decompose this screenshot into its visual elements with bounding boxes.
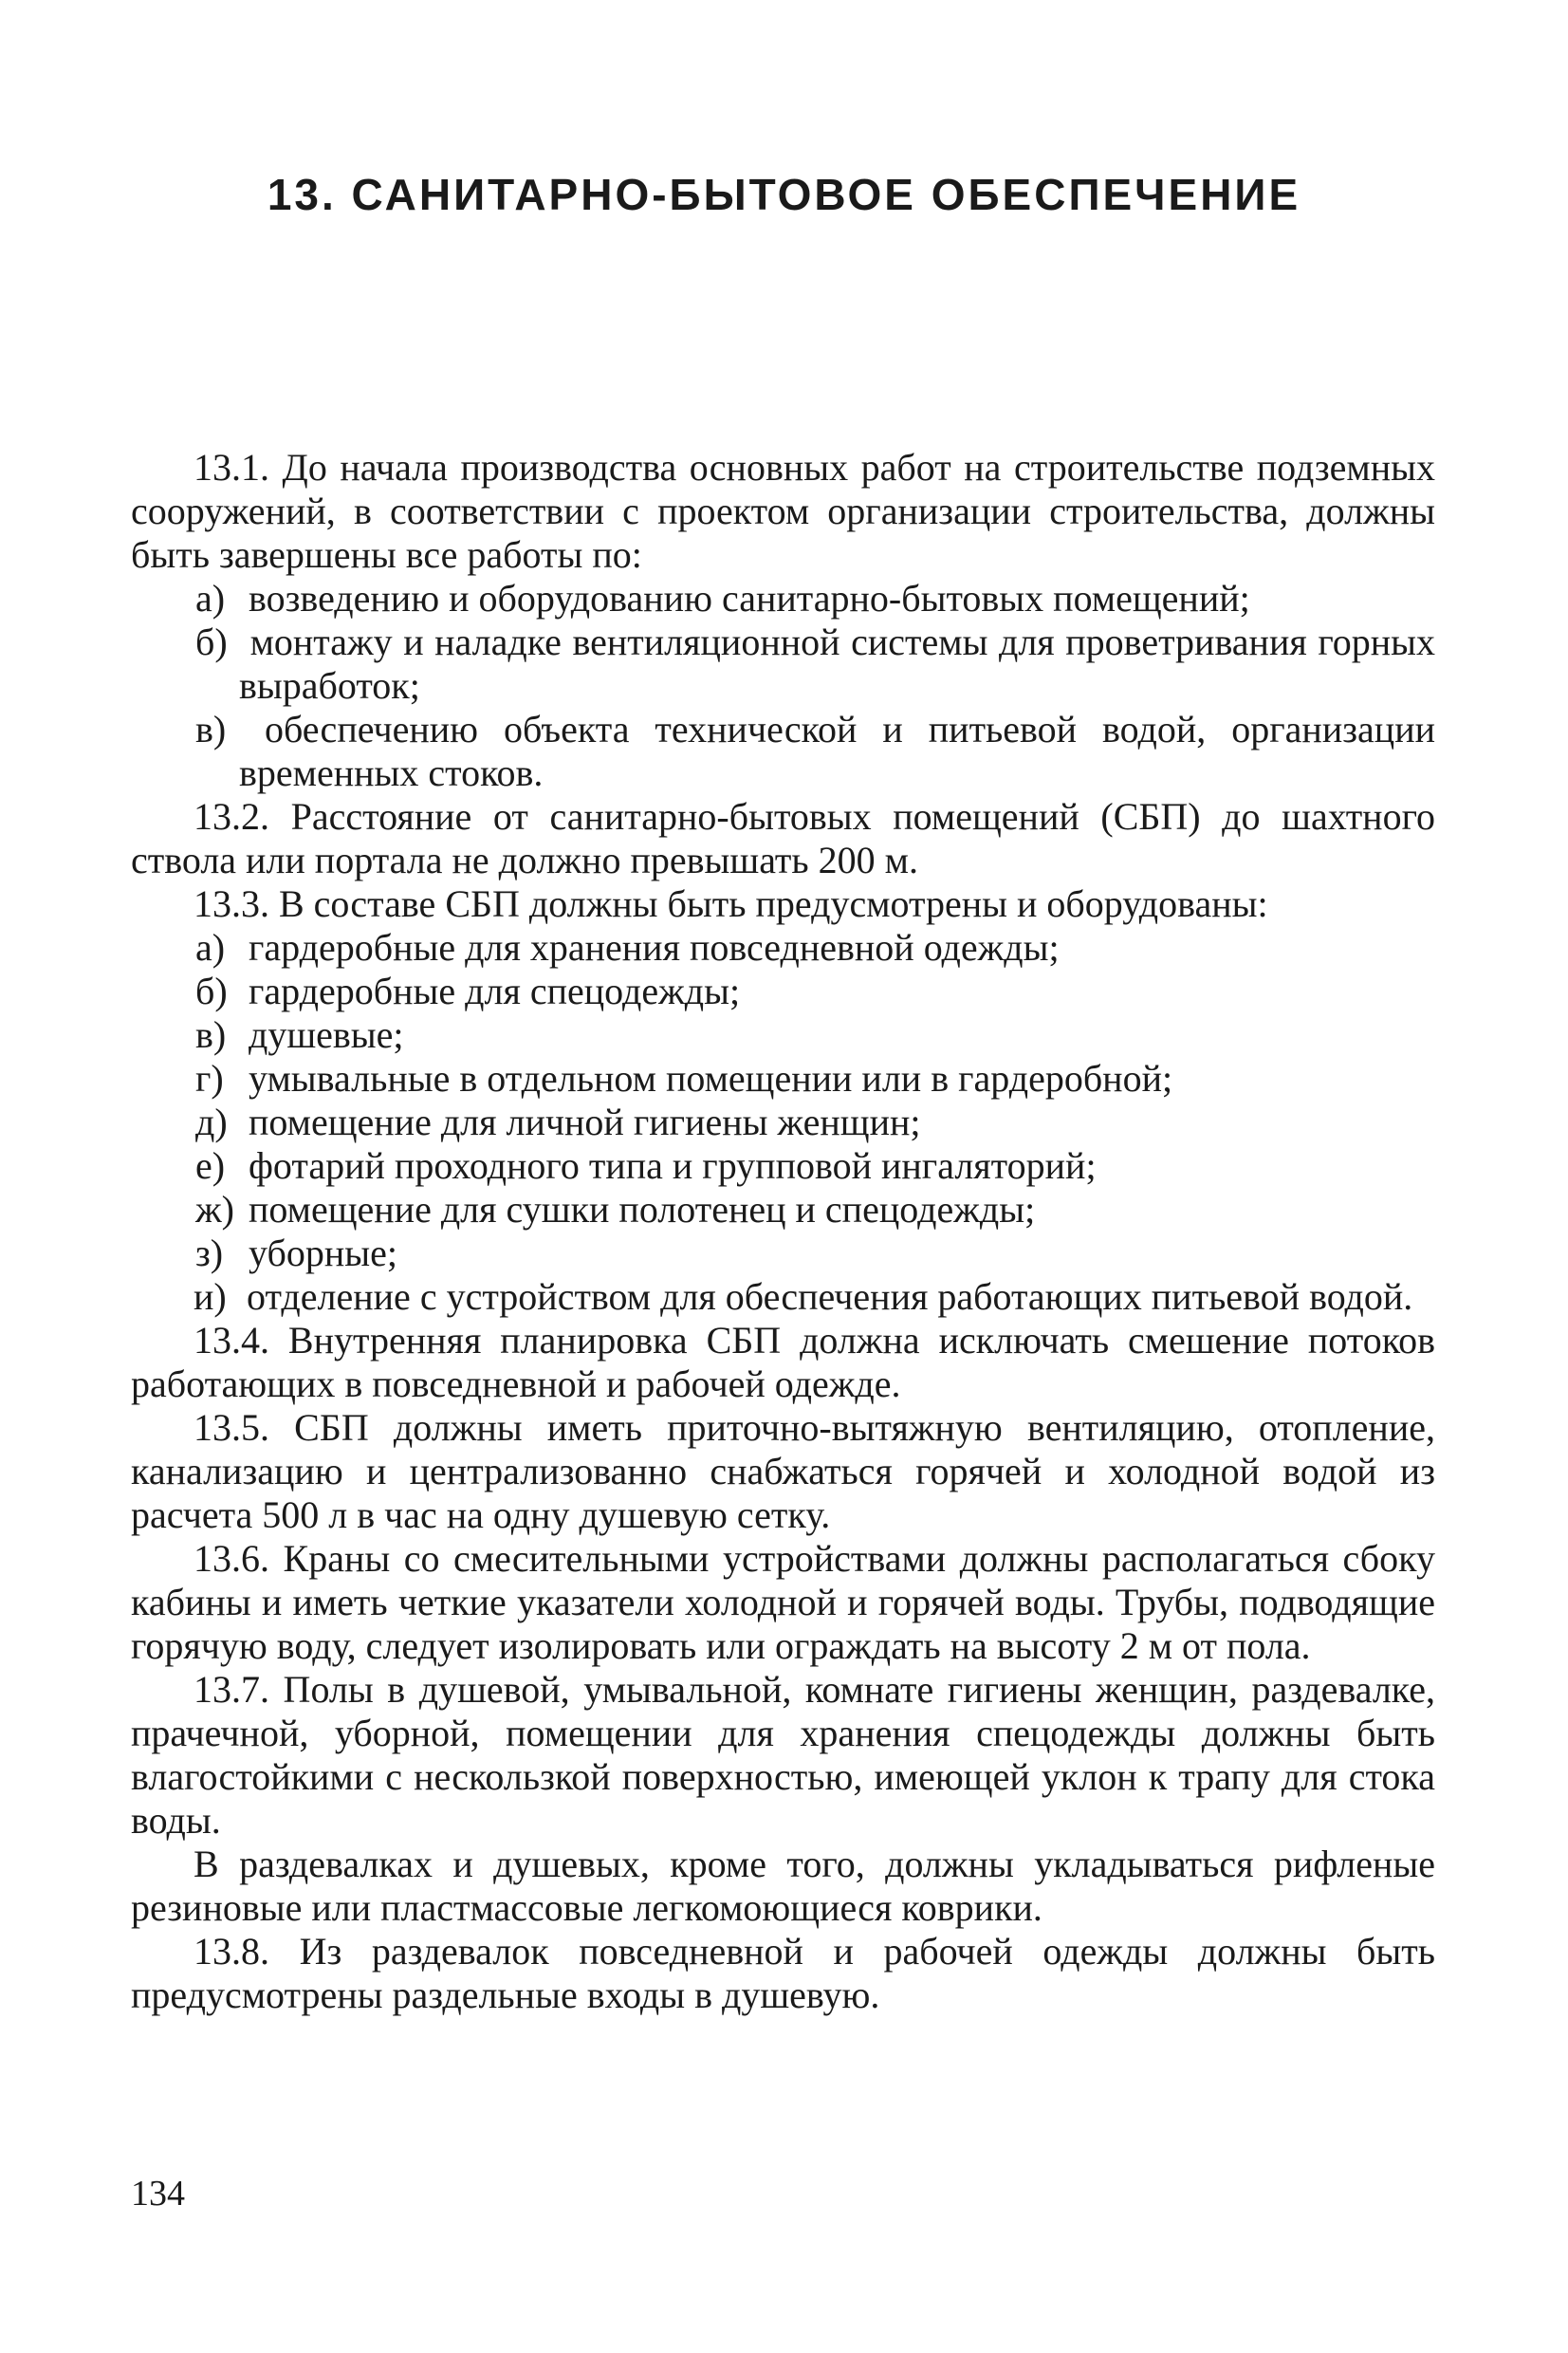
list-item: в) душевые; bbox=[195, 1013, 404, 1056]
paragraph-13-3: 13.3. В составе СБП должны быть предусмотрены и оборудованы: bbox=[194, 882, 1268, 925]
paragraph-13-4: 13.4. Внутренняя планировка СБП должна исключать смешение потоков работающих в повседневной и рабочей одежде. bbox=[131, 1319, 1435, 1405]
list-item: а) гардеробные для хранения повседневной одежды; bbox=[195, 926, 1060, 969]
section-title: 13. САНИТАРНО-БЫТОВОЕ ОБЕСПЕЧЕНИЕ bbox=[267, 170, 1301, 219]
paragraph-13-7: 13.7. Полы в душевой, умывальной, комнате гигиены женщин, раздевалке, прачечной, уборной, помещении для хранения спецодежды должны быть влагостойкими с нескользкой поверхностью, имеющей уклон к трапу для стока воды. bbox=[131, 1668, 1435, 1842]
list-item: ж) помещение для сушки полотенец и спецодежды; bbox=[195, 1188, 1036, 1231]
paragraph-13-6: 13.6. Краны со смесительными устройствами должны располагаться сбоку кабины и иметь четкие указатели холодной и горячей воды. Трубы, подводящие горячую воду, следует изолировать или ограждать на высоту 2 м от пола. bbox=[131, 1537, 1435, 1667]
paragraph-13-5: 13.5. СБП должны иметь приточно-вытяжную вентиляцию, отопление, канализацию и централизованно снабжаться горячей и холодной водой из расчета 500 л в час на одну душевую сетку. bbox=[131, 1406, 1435, 1536]
list-item: и) отделение с устройством для обеспечения работающих питьевой водой. bbox=[194, 1275, 1413, 1318]
paragraph-13-2: 13.2. Расстояние от санитарно-бытовых помещений (СБП) до шахтного ствола или портала не должно превышать 200 м. bbox=[131, 795, 1435, 881]
list-item: з) уборные; bbox=[195, 1232, 397, 1274]
section-body bbox=[131, 446, 1435, 2017]
list-item: б) гардеробные для спецодежды; bbox=[195, 970, 741, 1012]
list-item: б) монтажу и наладке вентиляционной системы для проветривания горных выработок; bbox=[195, 621, 1436, 707]
list-item: д) помещение для личной гигиены женщин; bbox=[195, 1101, 921, 1143]
paragraph-13-7-continued: В раздевалках и душевых, кроме того, должны укладываться рифленые резиновые или пластмассовые легкомоющиеся коврики. bbox=[131, 1843, 1435, 1929]
list-item: е) фотарий проходного типа и групповой ингаляторий; bbox=[195, 1144, 1097, 1187]
paragraph-13-1: 13.1. До начала производства основных работ на строительстве подземных сооружений, в соответствии с проектом организации строительства, должны быть завершены все работы по: bbox=[131, 446, 1435, 576]
list-item: в) обеспечению объекта технической и питьевой водой, организации временных стоков. bbox=[195, 708, 1435, 794]
list-item: г) умывальные в отдельном помещении или в гардеробной; bbox=[195, 1057, 1173, 1100]
paragraph-13-8: 13.8. Из раздевалок повседневной и рабочей одежды должны быть предусмотрены раздельные входы в душевую. bbox=[131, 1930, 1435, 2016]
list-item: а) возведению и оборудованию санитарно-бытовых помещений; bbox=[195, 577, 1250, 620]
page-number: 134 bbox=[131, 2174, 185, 2214]
